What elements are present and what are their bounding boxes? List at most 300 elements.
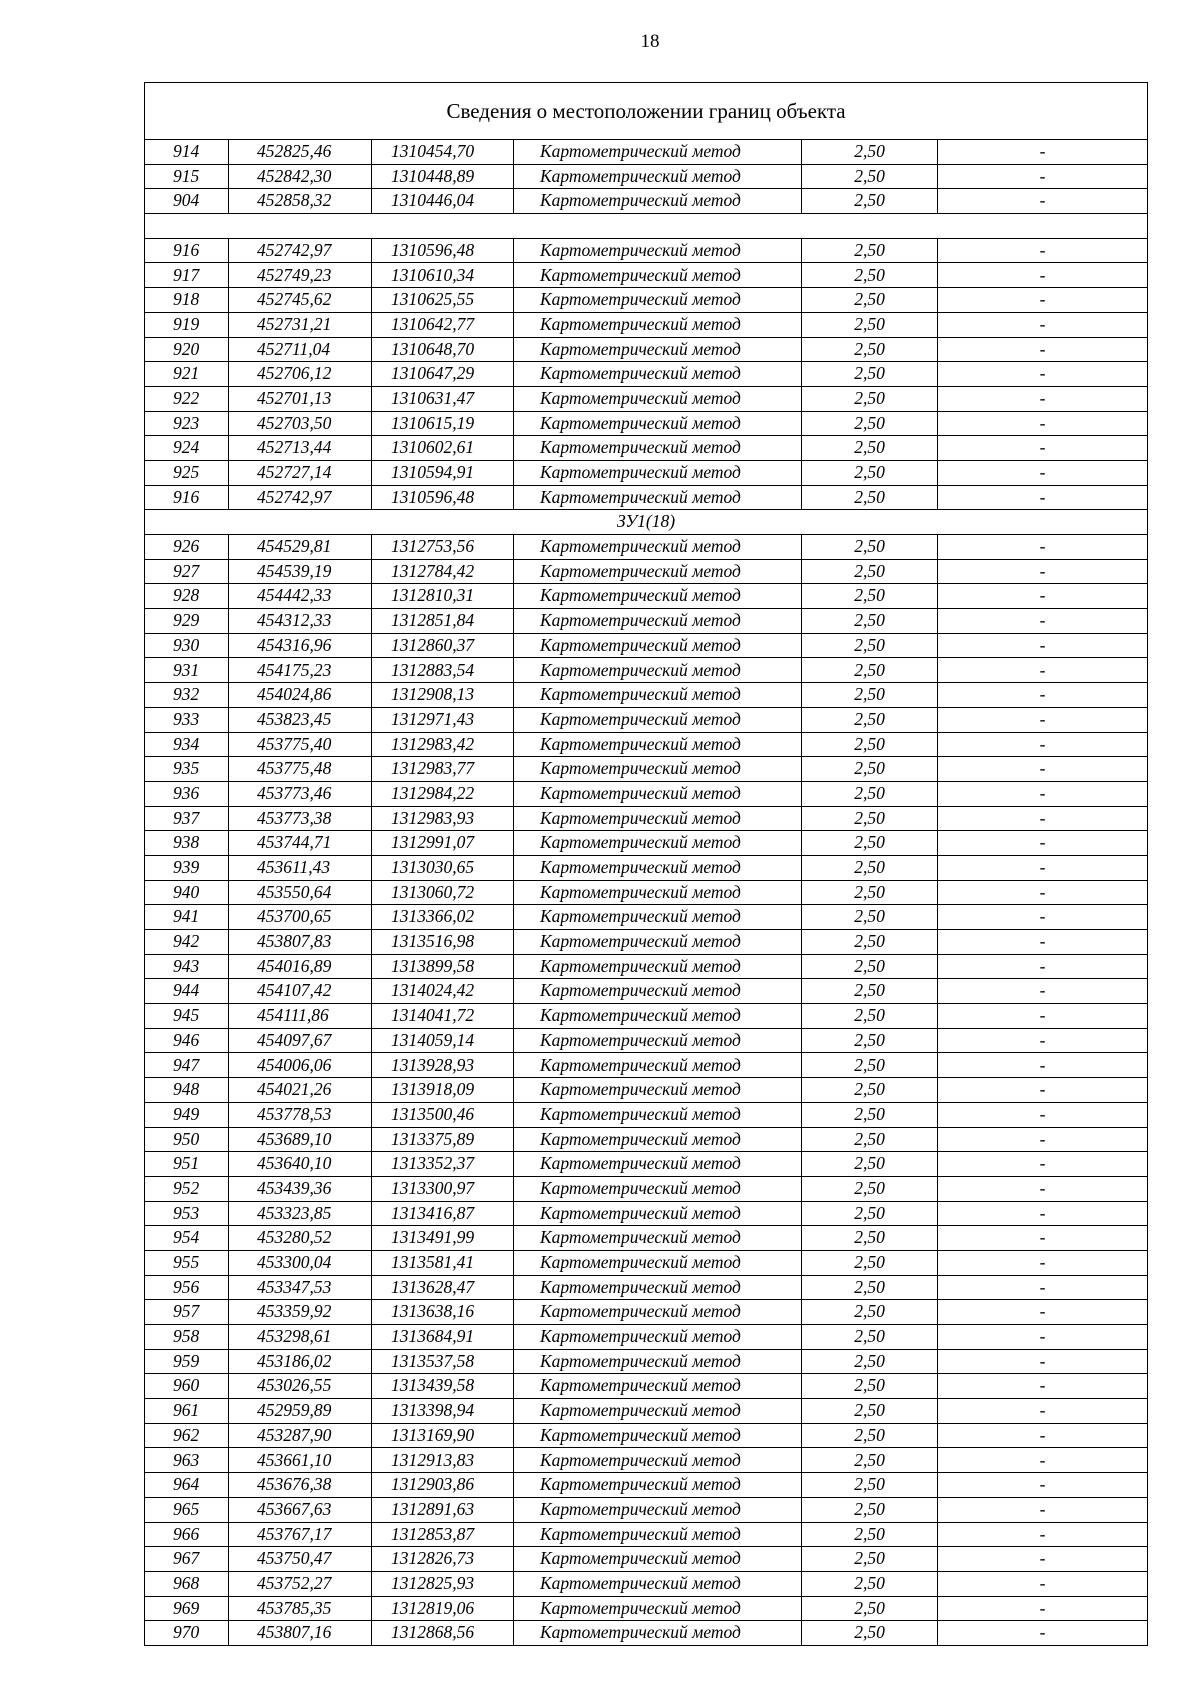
table-title: Сведения о местоположении границ объекта (145, 83, 1148, 140)
method: Картометрический метод (514, 1250, 802, 1275)
coord-x: 454024,86 (229, 683, 372, 708)
method: Картометрический метод (514, 1275, 802, 1300)
accuracy: 2,50 (802, 954, 938, 979)
point-number: 950 (145, 1127, 229, 1152)
coord-y: 1313375,89 (372, 1127, 514, 1152)
coord-y: 1313300,97 (372, 1176, 514, 1201)
method: Картометрический метод (514, 263, 802, 288)
accuracy: 2,50 (802, 436, 938, 461)
table-row (145, 1226, 1148, 1251)
point-number: 954 (145, 1226, 229, 1251)
point-number: 919 (145, 312, 229, 337)
note: - (938, 1473, 1148, 1498)
coord-x: 453676,38 (229, 1473, 372, 1498)
point-number: 926 (145, 535, 229, 560)
method: Картометрический метод (514, 288, 802, 313)
coord-y: 1310596,48 (372, 238, 514, 263)
point-number: 931 (145, 658, 229, 683)
accuracy: 2,50 (802, 164, 938, 189)
accuracy: 2,50 (802, 707, 938, 732)
point-number: 968 (145, 1571, 229, 1596)
accuracy: 2,50 (802, 1053, 938, 1078)
coord-y: 1313684,91 (372, 1325, 514, 1350)
method: Картометрический метод (514, 855, 802, 880)
accuracy: 2,50 (802, 1226, 938, 1251)
accuracy: 2,50 (802, 806, 938, 831)
accuracy: 2,50 (802, 658, 938, 683)
point-number: 962 (145, 1423, 229, 1448)
point-number: 904 (145, 189, 229, 214)
note: - (938, 831, 1148, 856)
note: - (938, 1399, 1148, 1424)
coord-y: 1313500,46 (372, 1102, 514, 1127)
coord-y: 1310602,61 (372, 436, 514, 461)
coord-x: 453287,90 (229, 1423, 372, 1448)
point-number: 949 (145, 1102, 229, 1127)
note: - (938, 1004, 1148, 1029)
table-row (145, 337, 1148, 362)
point-number: 928 (145, 584, 229, 609)
coord-y: 1312819,06 (372, 1596, 514, 1621)
method: Картометрический метод (514, 1497, 802, 1522)
note: - (938, 633, 1148, 658)
accuracy: 2,50 (802, 609, 938, 634)
method: Картометрический метод (514, 1053, 802, 1078)
coord-y: 1310454,70 (372, 140, 514, 165)
coord-x: 452727,14 (229, 460, 372, 485)
coord-y: 1310631,47 (372, 386, 514, 411)
accuracy: 2,50 (802, 460, 938, 485)
method: Картометрический метод (514, 905, 802, 930)
table-row (145, 559, 1148, 584)
coord-x: 452706,12 (229, 362, 372, 387)
coord-x: 452742,97 (229, 238, 372, 263)
coord-x: 454097,67 (229, 1028, 372, 1053)
coord-x: 454016,89 (229, 954, 372, 979)
coord-x: 453186,02 (229, 1349, 372, 1374)
method: Картометрический метод (514, 362, 802, 387)
point-number: 960 (145, 1374, 229, 1399)
coord-y: 1310647,29 (372, 362, 514, 387)
coord-x: 453785,35 (229, 1596, 372, 1621)
section-label-row (145, 510, 1148, 535)
point-number: 951 (145, 1152, 229, 1177)
table-row (145, 1522, 1148, 1547)
coord-x: 453767,17 (229, 1522, 372, 1547)
coord-x: 453611,43 (229, 855, 372, 880)
table-row (145, 1596, 1148, 1621)
note: - (938, 238, 1148, 263)
coord-y: 1312908,13 (372, 683, 514, 708)
note: - (938, 880, 1148, 905)
point-number: 936 (145, 781, 229, 806)
coord-y: 1310446,04 (372, 189, 514, 214)
point-number: 924 (145, 436, 229, 461)
note: - (938, 1374, 1148, 1399)
accuracy: 2,50 (802, 781, 938, 806)
coord-y: 1314059,14 (372, 1028, 514, 1053)
note: - (938, 658, 1148, 683)
coord-y: 1312913,83 (372, 1448, 514, 1473)
coord-y: 1312860,37 (372, 633, 514, 658)
table-row (145, 238, 1148, 263)
accuracy: 2,50 (802, 831, 938, 856)
coord-y: 1313899,58 (372, 954, 514, 979)
table-row (145, 1127, 1148, 1152)
coord-x: 453661,10 (229, 1448, 372, 1473)
point-number: 921 (145, 362, 229, 387)
coord-y: 1313638,16 (372, 1300, 514, 1325)
note: - (938, 1127, 1148, 1152)
accuracy: 2,50 (802, 732, 938, 757)
method: Картометрический метод (514, 164, 802, 189)
accuracy: 2,50 (802, 386, 938, 411)
accuracy: 2,50 (802, 905, 938, 930)
table-row (145, 732, 1148, 757)
coord-x: 453775,40 (229, 732, 372, 757)
table-row (145, 707, 1148, 732)
point-number: 961 (145, 1399, 229, 1424)
note: - (938, 707, 1148, 732)
note: - (938, 1621, 1148, 1646)
coord-x: 452959,89 (229, 1399, 372, 1424)
point-number: 934 (145, 732, 229, 757)
point-number: 944 (145, 979, 229, 1004)
coord-x: 452825,46 (229, 140, 372, 165)
coord-x: 454442,33 (229, 584, 372, 609)
method: Картометрический метод (514, 1152, 802, 1177)
accuracy: 2,50 (802, 1621, 938, 1646)
method: Картометрический метод (514, 1325, 802, 1350)
note: - (938, 1325, 1148, 1350)
note: - (938, 485, 1148, 510)
note: - (938, 411, 1148, 436)
coord-y: 1313416,87 (372, 1201, 514, 1226)
accuracy: 2,50 (802, 337, 938, 362)
coord-x: 454316,96 (229, 633, 372, 658)
coord-y: 1312853,87 (372, 1522, 514, 1547)
coord-y: 1313491,99 (372, 1226, 514, 1251)
coord-x: 453778,53 (229, 1102, 372, 1127)
table-row (145, 1448, 1148, 1473)
table-title-row (145, 83, 1148, 140)
coord-y: 1313918,09 (372, 1078, 514, 1103)
note: - (938, 1349, 1148, 1374)
accuracy: 2,50 (802, 683, 938, 708)
coord-x: 454175,23 (229, 658, 372, 683)
note: - (938, 1497, 1148, 1522)
accuracy: 2,50 (802, 189, 938, 214)
method: Картометрический метод (514, 1004, 802, 1029)
point-number: 963 (145, 1448, 229, 1473)
coord-y: 1313352,37 (372, 1152, 514, 1177)
note: - (938, 1275, 1148, 1300)
method: Картометрический метод (514, 386, 802, 411)
note: - (938, 905, 1148, 930)
method: Картометрический метод (514, 979, 802, 1004)
note: - (938, 288, 1148, 313)
coord-x: 453280,52 (229, 1226, 372, 1251)
point-number: 920 (145, 337, 229, 362)
point-number: 933 (145, 707, 229, 732)
coord-x: 453359,92 (229, 1300, 372, 1325)
method: Картометрический метод (514, 658, 802, 683)
accuracy: 2,50 (802, 880, 938, 905)
accuracy: 2,50 (802, 930, 938, 955)
coord-y: 1313628,47 (372, 1275, 514, 1300)
note: - (938, 337, 1148, 362)
coord-x: 453640,10 (229, 1152, 372, 1177)
accuracy: 2,50 (802, 559, 938, 584)
accuracy: 2,50 (802, 1300, 938, 1325)
point-number: 916 (145, 485, 229, 510)
section-separator-row (145, 214, 1148, 239)
note: - (938, 930, 1148, 955)
method: Картометрический метод (514, 609, 802, 634)
coord-x: 452731,21 (229, 312, 372, 337)
note: - (938, 732, 1148, 757)
accuracy: 2,50 (802, 1349, 938, 1374)
note: - (938, 1226, 1148, 1251)
note: - (938, 1078, 1148, 1103)
coord-x: 452749,23 (229, 263, 372, 288)
coord-x: 454312,33 (229, 609, 372, 634)
method: Картометрический метод (514, 1028, 802, 1053)
table-row (145, 1423, 1148, 1448)
note: - (938, 954, 1148, 979)
table-row (145, 1028, 1148, 1053)
coord-x: 452713,44 (229, 436, 372, 461)
coord-x: 454539,19 (229, 559, 372, 584)
coord-y: 1313439,58 (372, 1374, 514, 1399)
coord-x: 453700,65 (229, 905, 372, 930)
table-row (145, 831, 1148, 856)
note: - (938, 855, 1148, 880)
coord-x: 453807,16 (229, 1621, 372, 1646)
note: - (938, 312, 1148, 337)
accuracy: 2,50 (802, 1325, 938, 1350)
note: - (938, 164, 1148, 189)
point-number: 952 (145, 1176, 229, 1201)
table-row (145, 781, 1148, 806)
point-number: 927 (145, 559, 229, 584)
point-number: 948 (145, 1078, 229, 1103)
table-row (145, 1547, 1148, 1572)
coord-x: 453300,04 (229, 1250, 372, 1275)
table-row (145, 609, 1148, 634)
note: - (938, 1176, 1148, 1201)
coord-y: 1312753,56 (372, 535, 514, 560)
table-row (145, 1250, 1148, 1275)
table-row (145, 436, 1148, 461)
table-row (145, 880, 1148, 905)
accuracy: 2,50 (802, 1176, 938, 1201)
coord-x: 454021,26 (229, 1078, 372, 1103)
point-number: 937 (145, 806, 229, 831)
accuracy: 2,50 (802, 1078, 938, 1103)
coord-y: 1312983,93 (372, 806, 514, 831)
table-row (145, 140, 1148, 165)
method: Картометрический метод (514, 1102, 802, 1127)
coord-x: 453744,71 (229, 831, 372, 856)
table-row (145, 1004, 1148, 1029)
coord-y: 1312983,42 (372, 732, 514, 757)
method: Картометрический метод (514, 189, 802, 214)
coord-y: 1312891,63 (372, 1497, 514, 1522)
accuracy: 2,50 (802, 1399, 938, 1424)
note: - (938, 189, 1148, 214)
coord-y: 1312826,73 (372, 1547, 514, 1572)
point-number: 964 (145, 1473, 229, 1498)
note: - (938, 979, 1148, 1004)
point-number: 935 (145, 757, 229, 782)
table-row (145, 1300, 1148, 1325)
coord-y: 1312784,42 (372, 559, 514, 584)
point-number: 946 (145, 1028, 229, 1053)
accuracy: 2,50 (802, 1004, 938, 1029)
coord-y: 1313366,02 (372, 905, 514, 930)
point-number: 945 (145, 1004, 229, 1029)
method: Картометрический метод (514, 436, 802, 461)
method: Картометрический метод (514, 1078, 802, 1103)
table-row (145, 855, 1148, 880)
table-row (145, 1374, 1148, 1399)
coord-y: 1312825,93 (372, 1571, 514, 1596)
section-label: ЗУ1(18) (145, 510, 1148, 535)
coord-y: 1312903,86 (372, 1473, 514, 1498)
point-number: 970 (145, 1621, 229, 1646)
note: - (938, 781, 1148, 806)
accuracy: 2,50 (802, 535, 938, 560)
point-number: 916 (145, 238, 229, 263)
coord-x: 453298,61 (229, 1325, 372, 1350)
method: Картометрический метод (514, 954, 802, 979)
point-number: 959 (145, 1349, 229, 1374)
table-row (145, 979, 1148, 1004)
coord-y: 1310448,89 (372, 164, 514, 189)
method: Картометрический метод (514, 1473, 802, 1498)
accuracy: 2,50 (802, 312, 938, 337)
coord-x: 453689,10 (229, 1127, 372, 1152)
point-number: 969 (145, 1596, 229, 1621)
coord-x: 452701,13 (229, 386, 372, 411)
method: Картометрический метод (514, 1349, 802, 1374)
method: Картометрический метод (514, 559, 802, 584)
accuracy: 2,50 (802, 1127, 938, 1152)
point-number: 943 (145, 954, 229, 979)
coord-x: 453347,53 (229, 1275, 372, 1300)
coord-y: 1310594,91 (372, 460, 514, 485)
point-number: 953 (145, 1201, 229, 1226)
coord-y: 1310615,19 (372, 411, 514, 436)
point-number: 929 (145, 609, 229, 634)
note: - (938, 460, 1148, 485)
accuracy: 2,50 (802, 584, 938, 609)
method: Картометрический метод (514, 1399, 802, 1424)
note: - (938, 1053, 1148, 1078)
table-row (145, 386, 1148, 411)
table-row (145, 1621, 1148, 1646)
table-row (145, 263, 1148, 288)
method: Картометрический метод (514, 1176, 802, 1201)
accuracy: 2,50 (802, 1423, 938, 1448)
accuracy: 2,50 (802, 757, 938, 782)
note: - (938, 1423, 1148, 1448)
note: - (938, 140, 1148, 165)
accuracy: 2,50 (802, 1571, 938, 1596)
note: - (938, 559, 1148, 584)
point-number: 922 (145, 386, 229, 411)
point-number: 947 (145, 1053, 229, 1078)
table-row (145, 1349, 1148, 1374)
point-number: 955 (145, 1250, 229, 1275)
point-number: 942 (145, 930, 229, 955)
point-number: 967 (145, 1547, 229, 1572)
note: - (938, 584, 1148, 609)
coord-y: 1312851,84 (372, 609, 514, 634)
method: Картометрический метод (514, 880, 802, 905)
method: Картометрический метод (514, 757, 802, 782)
note: - (938, 1300, 1148, 1325)
table-row (145, 362, 1148, 387)
method: Картометрический метод (514, 1423, 802, 1448)
coord-x: 453752,27 (229, 1571, 372, 1596)
accuracy: 2,50 (802, 1547, 938, 1572)
accuracy: 2,50 (802, 1201, 938, 1226)
note: - (938, 1547, 1148, 1572)
coord-x: 452745,62 (229, 288, 372, 313)
method: Картометрический метод (514, 1127, 802, 1152)
accuracy: 2,50 (802, 263, 938, 288)
note: - (938, 263, 1148, 288)
point-number: 940 (145, 880, 229, 905)
method: Картометрический метод (514, 707, 802, 732)
method: Картометрический метод (514, 806, 802, 831)
method: Картометрический метод (514, 460, 802, 485)
table-row (145, 584, 1148, 609)
table-row (145, 1102, 1148, 1127)
coord-x: 452703,50 (229, 411, 372, 436)
table-row (145, 954, 1148, 979)
note: - (938, 1250, 1148, 1275)
coord-y: 1314024,42 (372, 979, 514, 1004)
table-row (145, 411, 1148, 436)
table-row (145, 312, 1148, 337)
note: - (938, 1522, 1148, 1547)
accuracy: 2,50 (802, 140, 938, 165)
note: - (938, 1596, 1148, 1621)
accuracy: 2,50 (802, 979, 938, 1004)
method: Картометрический метод (514, 831, 802, 856)
accuracy: 2,50 (802, 362, 938, 387)
table-row (145, 189, 1148, 214)
note: - (938, 362, 1148, 387)
coord-y: 1313928,93 (372, 1053, 514, 1078)
page-number: 18 (640, 31, 660, 52)
accuracy: 2,50 (802, 238, 938, 263)
coord-y: 1312991,07 (372, 831, 514, 856)
coord-y: 1313060,72 (372, 880, 514, 905)
note: - (938, 436, 1148, 461)
method: Картометрический метод (514, 140, 802, 165)
accuracy: 2,50 (802, 1497, 938, 1522)
coord-x: 452711,04 (229, 337, 372, 362)
coord-x: 453775,48 (229, 757, 372, 782)
point-number: 965 (145, 1497, 229, 1522)
method: Картометрический метод (514, 1522, 802, 1547)
coord-x: 453750,47 (229, 1547, 372, 1572)
method: Картометрический метод (514, 1374, 802, 1399)
